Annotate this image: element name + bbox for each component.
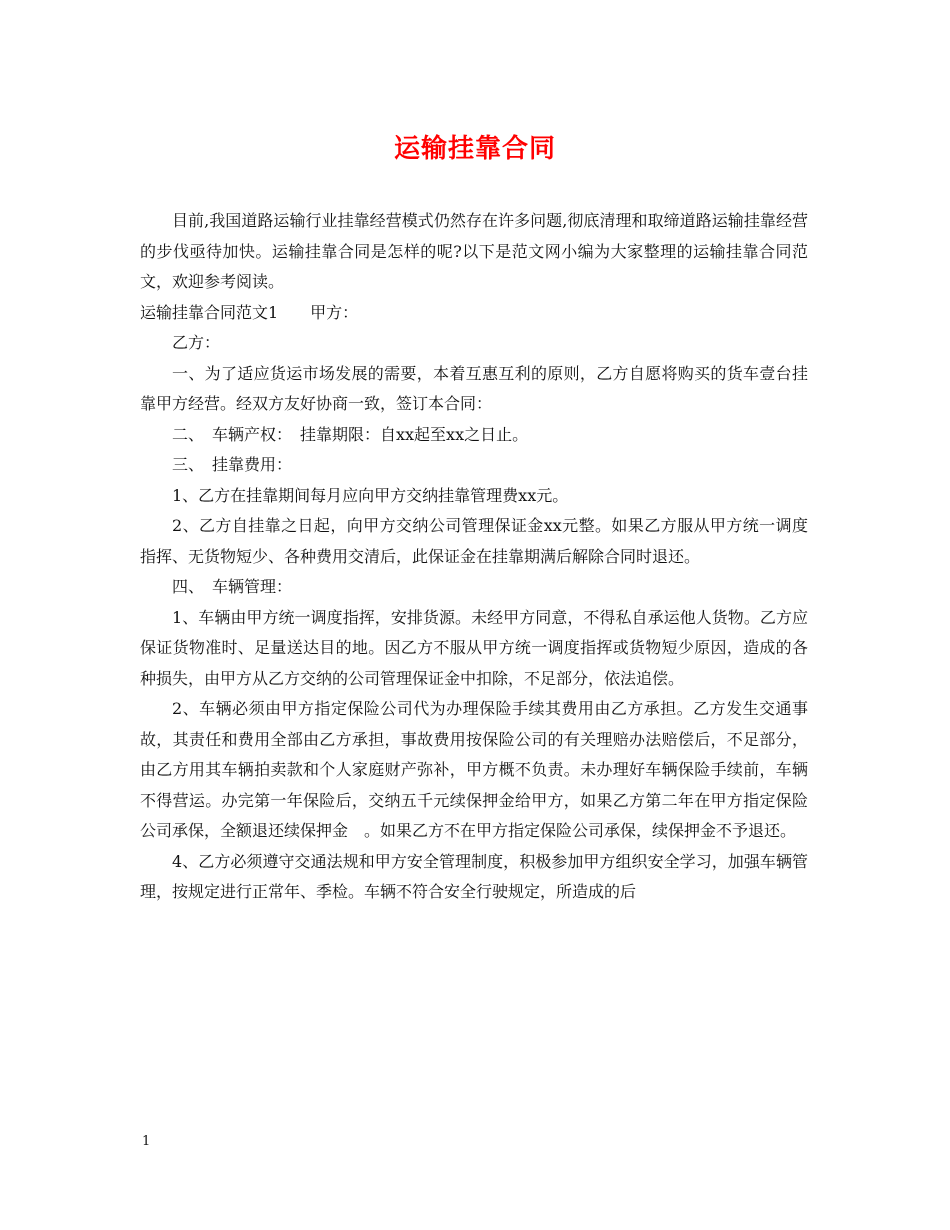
paragraph-clause-4-item-2: 2、车辆必须由甲方指定保险公司代为办理保险手续其费用由乙方承担。乙方发生交通事故，其责任和费用全部由乙方承担，事故费用按保险公司的有关理赔办法赔偿后，不足部分，由乙方用其车辆拍卖款和个人家庭财产弥补，甲方概不负责。未办理好车辆保险手续前，车辆不得营运。办完第一年保险后，交纳五千元续保押金给甲方，如果乙方第二年在甲方指定保险公司承保，全额退还续保押金 。如果乙方不在甲方指定保险公司承保，续保押金不予退还。 bbox=[140, 699, 808, 840]
paragraph-clause-3-item-1: 1、乙方在挂靠期间每月应向甲方交纳挂靠管理费xx元。 bbox=[172, 485, 569, 505]
paragraph-clause-4-item-4: 4、乙方必须遵守交通法规和甲方安全管理制度，积极参加甲方组织安全学习，加强车辆管理，按规定进行正常年、季检。车辆不符合安全行驶规定，所造成的后 bbox=[140, 851, 808, 901]
paragraph-clause-4-item-1: 1、车辆由甲方统一调度指挥，安排货源。未经甲方同意，不得私自承运他人货物。乙方应保证货物准时、足量送达目的地。因乙方不服从甲方统一调度指挥或货物短少原因，造成的各种损失，由甲方从乙方交纳的公司管理保证金中扣除，不足部分，依法追偿。 bbox=[140, 607, 808, 688]
paragraph-party-b: 乙方： bbox=[172, 333, 221, 352]
document-title: 运输挂靠合同 bbox=[393, 134, 556, 164]
paragraph-clause-3-heading: 三、 挂靠费用： bbox=[172, 455, 293, 474]
page-number: 1 bbox=[142, 1134, 151, 1149]
paragraph-clause-3-item-2: 2、乙方自挂靠之日起，向甲方交纳公司管理保证金xx元整。如果乙方服从甲方统一调度指挥、无货物短少、各种费用交清后，此保证金在挂靠期满后解除合同时退还。 bbox=[140, 516, 808, 566]
paragraph-intro: 目前,我国道路运输行业挂靠经营模式仍然存在许多问题,彻底清理和取缔道路运输挂靠经营的步伐亟待加快。运输挂靠合同是怎样的呢?以下是范文网小编为大家整理的运输挂靠合同范文，欢迎参考阅读。 bbox=[140, 211, 808, 291]
paragraph-clause-1: 一、为了适应货运市场发展的需要，本着互惠互利的原则，乙方自愿将购买的货车壹台挂靠甲方经营。经双方友好协商一致，签订本合同： bbox=[140, 363, 808, 413]
paragraph-clause-2: 二、 车辆产权： 挂靠期限：自xx起至xx之日止。 bbox=[172, 424, 529, 444]
paragraph-clause-4-heading: 四、 车辆管理： bbox=[172, 577, 293, 596]
document-body bbox=[140, 206, 808, 908]
paragraph-sample-heading: 运输挂靠合同范文1 甲方： bbox=[140, 302, 359, 322]
